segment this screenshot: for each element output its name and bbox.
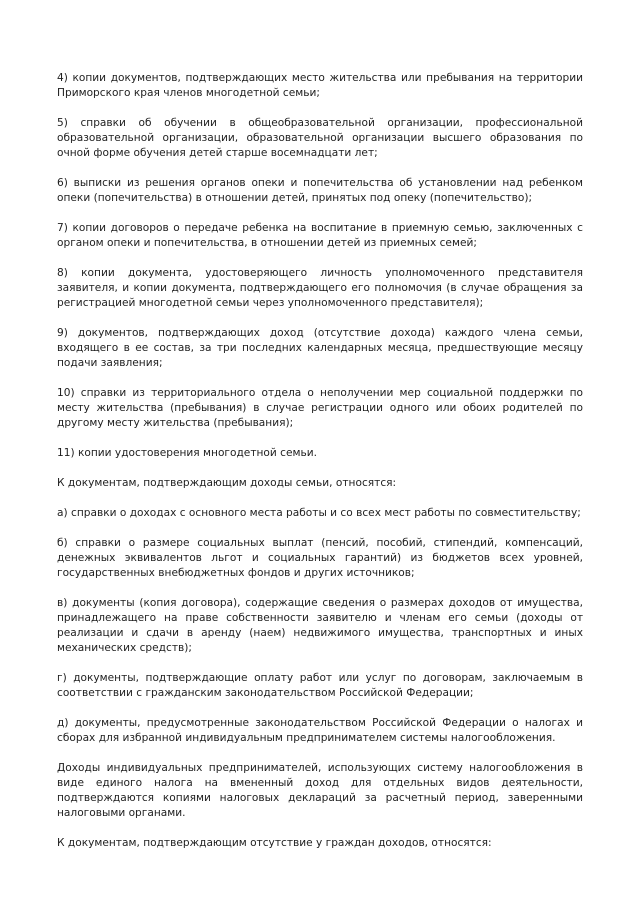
paragraph-item-11: 11) копии удостоверения многодетной семьи. bbox=[57, 447, 317, 459]
paragraph-item-9: 9) документов, подтверждающих доход (отсутствие дохода) каждого члена семьи, входящего в ее состав, за три последних календарных месяца, предшествующие месяцу подачи заявления; bbox=[57, 327, 583, 369]
paragraph-item-v: в) документы (копия договора), содержащие сведения о размерах доходов от имущества, принадлежащего на праве собственности заявителю и членам его семьи (доходы от реализации и сдачи в аренду (наем) недвижимого имущества, транспортных и иных механических средств); bbox=[57, 597, 583, 654]
paragraph-item-8: 8) копии документа, удостоверяющего личность уполномоченного представителя заявителя, и копии документа, подтверждающего его полномочия (в случае обращения за регистрацией многодетной семьи через уполномоченного представителя); bbox=[57, 267, 583, 309]
no-income-documents-intro: К документам, подтверждающим отсутствие у граждан доходов, относятся: bbox=[57, 837, 492, 849]
paragraph-item-b: б) справки о размере социальных выплат (пенсий, пособий, стипендий, компенсаций, денежных эквивалентов льгот и социальных гарантий) из бюджетов всех уровней, государственных внебюджетных фондов и других источников; bbox=[57, 537, 583, 579]
paragraph-item-4: 4) копии документов, подтверждающих место жительства или пребывания на территории Приморского края членов многодетной семьи; bbox=[57, 72, 583, 99]
paragraph-item-7: 7) копии договоров о передаче ребенка на воспитание в приемную семью, заключенных с органом опеки и попечительства, в отношении детей из приемных семей; bbox=[57, 222, 583, 249]
paragraph-item-6: 6) выписки из решения органов опеки и попечительства об установлении над ребенком опеки (попечительства) в отношении детей, принятых под опеку (попечительство); bbox=[57, 177, 583, 204]
document-page bbox=[57, 71, 583, 866]
paragraph-item-5: 5) справки об обучении в общеобразовательной организации, профессиональной образовательной организации, образовательной организации высшего образования по очной форме обучения детей старше восемнадцати лет; bbox=[57, 117, 583, 159]
entrepreneur-income-paragraph: Доходы индивидуальных предпринимателей, использующих систему налогообложения в виде единого налога на вмененный доход для отдельных видов деятельности, подтверждаются копиями налоговых деклараций за расчетный период, заверенными налоговыми органами. bbox=[57, 762, 583, 819]
paragraph-item-g: г) документы, подтверждающие оплату работ или услуг по договорам, заключаемым в соответствии с гражданским законодательством Российской Федерации; bbox=[57, 672, 583, 699]
paragraph-item-a: а) справки о доходах с основного места работы и со всех мест работы по совместительству; bbox=[57, 507, 581, 519]
income-documents-intro: К документам, подтверждающим доходы семьи, относятся: bbox=[57, 477, 397, 489]
paragraph-item-d: д) документы, предусмотренные законодательством Российской Федерации о налогах и сборах для избранной индивидуальным предпринимателем системы налогообложения. bbox=[57, 717, 583, 744]
paragraph-item-10: 10) справки из территориального отдела о неполучении мер социальной поддержки по месту жительства (пребывания) в случае регистрации одного или обоих родителей по другому месту жительства (пребывания); bbox=[57, 387, 583, 429]
